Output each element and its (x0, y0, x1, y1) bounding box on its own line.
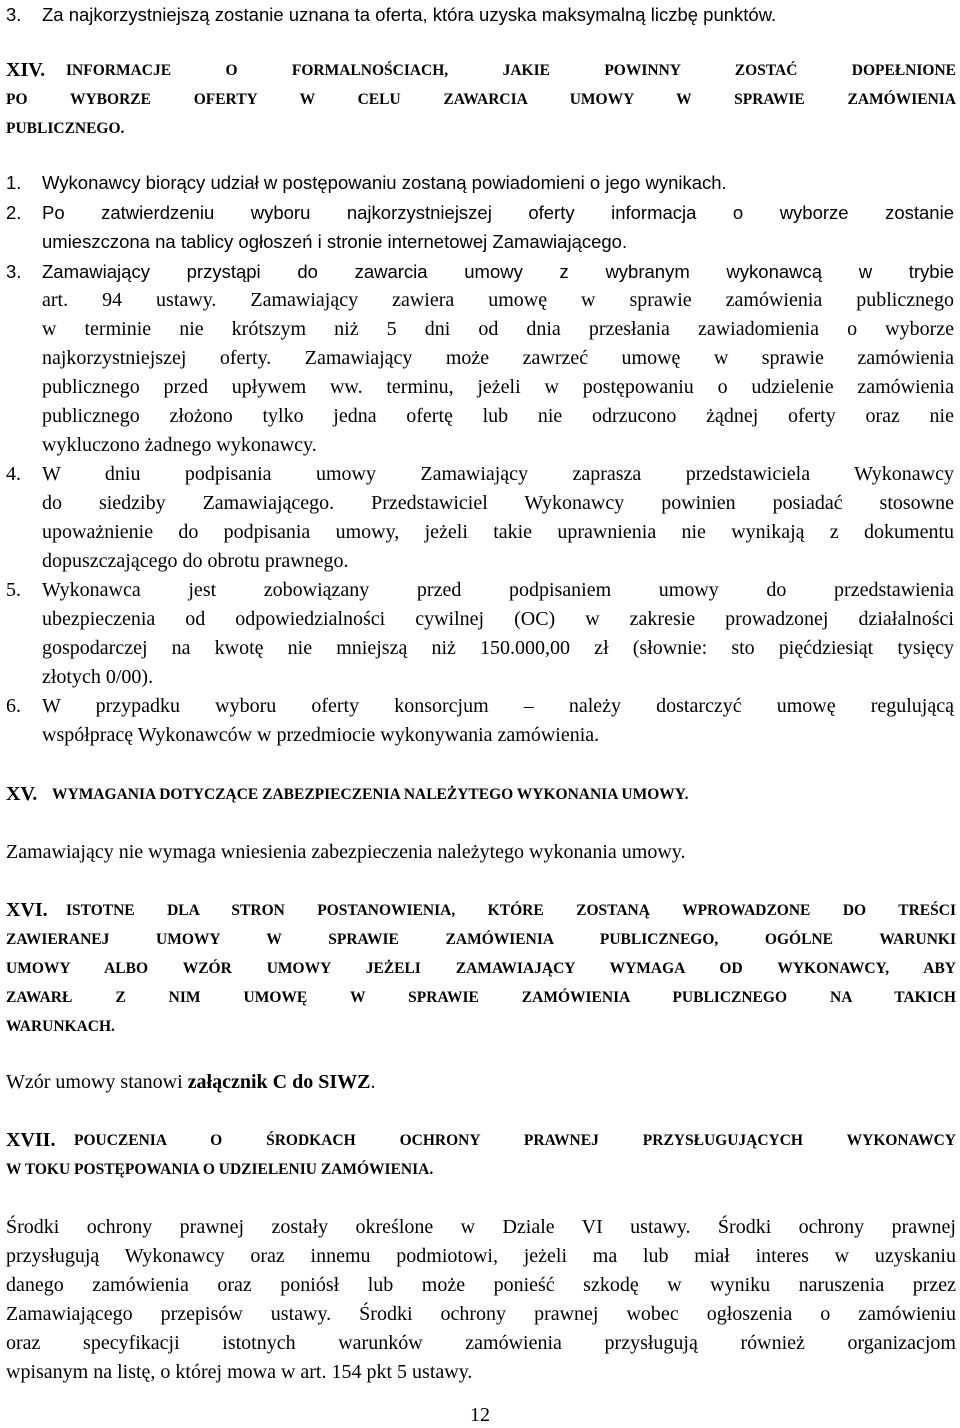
section-title-line: INFORMACJE O FORMALNOŚCIACH, JAKIE POWINNY ZOSTAĆ DOPEŁNIONE (66, 62, 956, 79)
section-number: XV. (6, 783, 38, 805)
section-title-line: UMOWY ALBO WZÓR UMOWY JEŻELI ZAMAWIAJĄCY WYMAGA OD WYKONAWCY, ABY (6, 960, 956, 977)
section-number: XIV. (6, 59, 46, 81)
item-line: Po zatwierdzeniu wyboru najkorzystniejszej oferty informacja o wyborze zostanie (42, 202, 954, 223)
list-item-5 (6, 576, 954, 692)
list-item-1 (6, 168, 954, 197)
section-number: XVII. (6, 1129, 56, 1151)
paragraph-line: Środki ochrony prawnej zostały określone w Dziale VI ustawy. Środki ochrony prawnej (6, 1216, 956, 1238)
item-number: 4. (6, 463, 21, 485)
item-text: Za najkorzystniejszą zostanie uznana ta oferta, która uzyska maksymalną liczbę punktów. (42, 4, 777, 25)
item-number: 5. (6, 579, 21, 601)
section-xvi-body (6, 1068, 956, 1097)
section-xvi-heading (6, 896, 956, 1041)
item-line: wykluczono żadnego wykonawcy. (42, 434, 317, 456)
section-number: XVI. (6, 899, 48, 921)
item-line: dopuszczającego do obrotu prawnego. (42, 550, 349, 572)
intro-list-item (6, 0, 954, 29)
item-number: 1. (6, 172, 22, 193)
list-item-3 (6, 257, 954, 286)
section-xiv-heading (6, 56, 956, 143)
paragraph-line: Zamawiający nie wymaga wniesienia zabezpieczenia należytego wykonania umowy. (6, 841, 686, 863)
item-line: W dniu podpisania umowy Zamawiający zaprasza przedstawiciela Wykonawcy (42, 463, 954, 485)
section-xvii-body (6, 1213, 956, 1387)
item-text (42, 257, 954, 286)
section-title-line: ZAWIERANEJ UMOWY W SPRAWIE ZAMÓWIENIA PUBLICZNEGO, OGÓLNE WARUNKI (6, 931, 956, 948)
page-number: 12 (470, 1404, 490, 1426)
item-line: w terminie nie krótszym niż 5 dni od dnia przesłania zawiadomienia o wyborze (42, 318, 954, 340)
section-title-line: W TOKU POSTĘPOWANIA O UDZIELENIU ZAMÓWIENIA. (6, 1161, 434, 1178)
section-title-line: ISTOTNE DLA STRON POSTANOWIENIA, KTÓRE ZOSTANĄ WPROWADZONE DO TREŚCI (66, 902, 956, 919)
item-line: ubezpieczenia od odpowiedzialności cywilnej (OC) w zakresie prowadzonej działalności (42, 608, 954, 630)
item-line: upoważnienie do podpisania umowy, jeżeli takie uprawnienia nie wynikają z dokumentu (42, 521, 954, 543)
item-text (42, 168, 954, 197)
item-line: publicznego przed upływem ww. terminu, jeżeli w postępowaniu o udzielenie zamówienia (42, 376, 954, 398)
item-line: publicznego złożono tylko jedna ofertę lub nie odrzucono żądnej oferty oraz nie (42, 405, 954, 427)
section-title-line: POUCZENIA O ŚRODKACH OCHRONY PRAWNEJ PRZYSŁUGUJĄCYCH WYKONAWCY (74, 1132, 956, 1149)
list-item-3-continued (6, 286, 954, 460)
item-text (42, 286, 954, 460)
section-title-line: PUBLICZNEGO. (6, 120, 125, 137)
paragraph-line: oraz specyfikacji istotnych warunków zamówienia przysługują również organizacjom (6, 1332, 956, 1354)
item-number: 3. (6, 261, 22, 282)
paragraph-line: przysługują Wykonawcy oraz innemu podmiotowi, jeżeli ma lub miał interes w uzyskaniu (6, 1245, 956, 1267)
item-number: 3. (6, 4, 22, 25)
section-xvii-heading (6, 1126, 956, 1184)
section-title-line: WARUNKACH. (6, 1018, 115, 1035)
item-line: umieszczona na tablicy ogłoszeń i stronie internetowej Zamawiającego. (42, 231, 628, 252)
section-title-line: PO WYBORZE OFERTY W CELU ZAWARCIA UMOWY W SPRAWIE ZAMÓWIENIA (6, 91, 956, 108)
body-text: . (370, 1071, 376, 1093)
section-xv-heading (6, 780, 956, 809)
item-text (42, 198, 954, 256)
item-line: najkorzystniejszej oferty. Zamawiający może zawrzeć umowę w sprawie zamówienia (42, 347, 954, 369)
item-line: W przypadku wyboru oferty konsorcjum – należy dostarczyć umowę regulującą (42, 695, 954, 717)
item-line: do siedziby Zamawiającego. Przedstawiciel Wykonawcy powinien posiadać stosowne (42, 492, 954, 514)
section-title-line: ZAWARŁ Z NIM UMOWĘ W SPRAWIE ZAMÓWIENIA PUBLICZNEGO NA TAKICH (6, 989, 956, 1006)
item-line: współpracę Wykonawców w przedmiocie wykonywania zamówienia. (42, 724, 600, 746)
item-line: złotych 0/00). (42, 666, 154, 688)
list-item-4 (6, 460, 954, 576)
attachment-reference: załącznik C do SIWZ (187, 1071, 371, 1093)
paragraph-line: danego zamówienia oraz poniósł lub może ponieść szkodę w wyniku naruszenia przez (6, 1274, 956, 1296)
item-number: 2. (6, 202, 22, 223)
item-line: art. 94 ustawy. Zamawiający zawiera umowę w sprawie zamówienia publicznego (42, 289, 954, 311)
item-text (42, 576, 954, 692)
item-text (42, 460, 954, 576)
item-line: Zamawiający przystąpi do zawarcia umowy z wybranym wykonawcą w trybie (42, 261, 954, 282)
item-line: gospodarczej na kwotę nie mniejszą niż 150.000,00 zł (słownie: sto pięćdziesiąt tysięcy (42, 637, 954, 659)
paragraph-line: wpisanym na listę, o której mowa w art. 154 pkt 5 ustawy. (6, 1361, 473, 1383)
section-xv-body (6, 838, 956, 867)
list-item-2 (6, 198, 954, 256)
paragraph-line: Zamawiającego przepisów ustawy. Środki ochrony prawnej wobec ogłoszenia o zamówieniu (6, 1303, 956, 1325)
item-number: 6. (6, 695, 21, 717)
section-title: WYMAGANIA DOTYCZĄCE ZABEZPIECZENIA NALEŻYTEGO WYKONANIA UMOWY. (52, 786, 689, 803)
item-line: Wykonawcy biorący udział w postępowaniu zostaną powiadomieni o jego wynikach. (42, 172, 727, 193)
list-item-6 (6, 692, 954, 750)
item-line: Wykonawca jest zobowiązany przed podpisaniem umowy do przedstawienia (42, 579, 954, 601)
item-text (42, 692, 954, 750)
body-text: Wzór umowy stanowi (6, 1071, 188, 1093)
